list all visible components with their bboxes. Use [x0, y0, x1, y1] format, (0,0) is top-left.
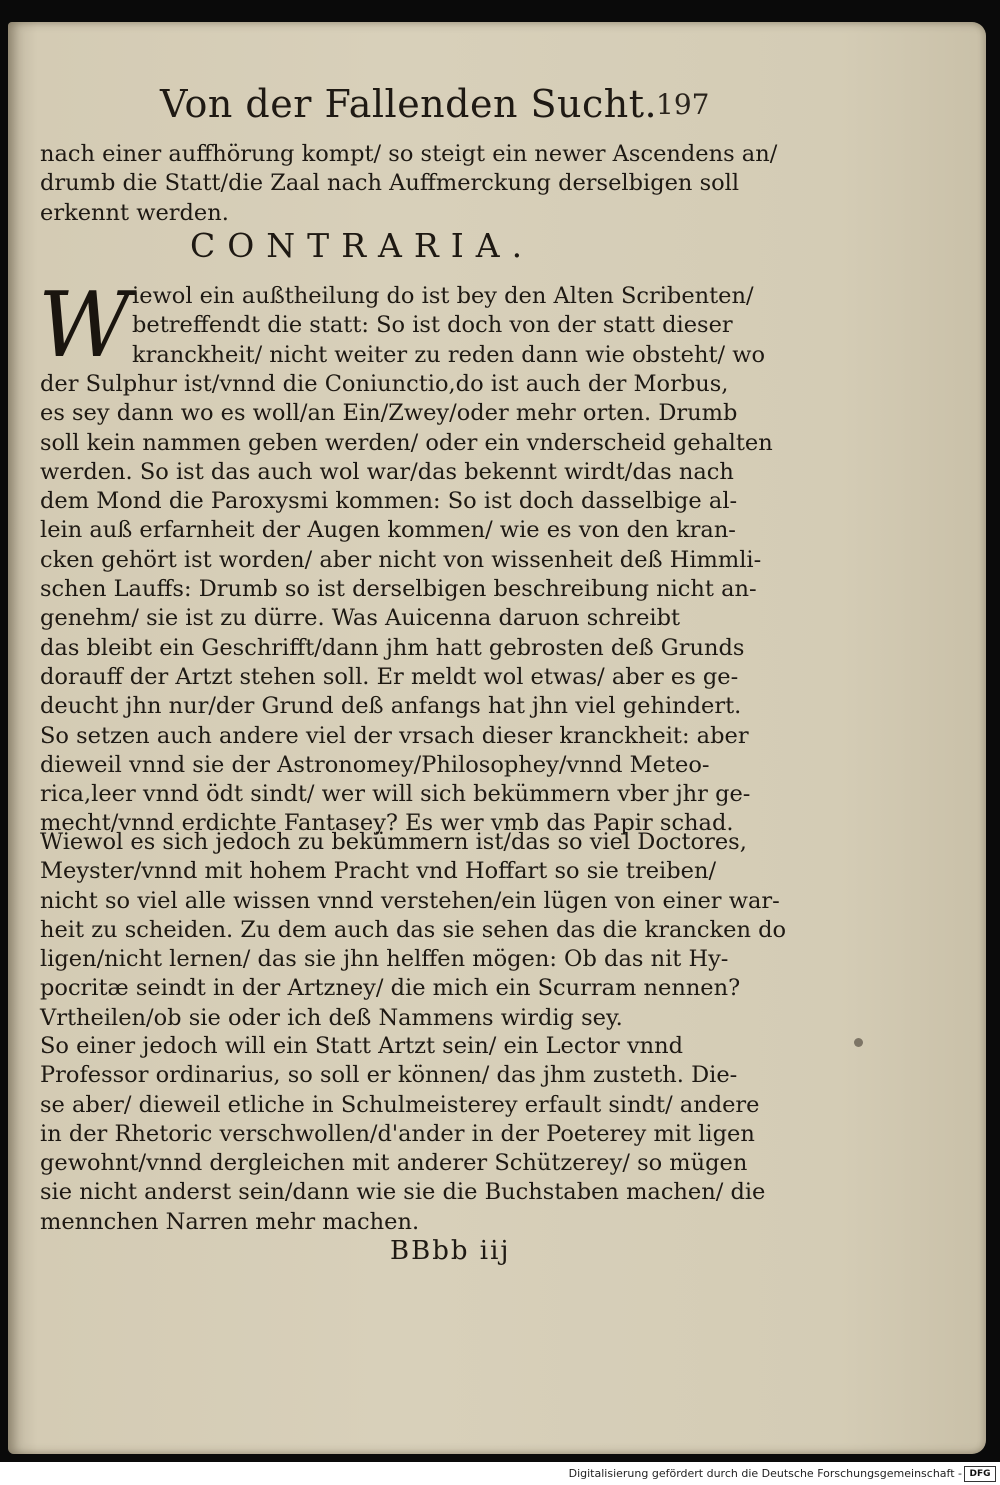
text-line: kranckheit/ nicht weiter zu reden dann wie obsteht/ wo [132, 341, 766, 368]
text-line: Wiewol es sich jedoch zu bekümmern ist/das so viel Doctores, [40, 829, 747, 855]
footer-credit: Digitalisierung gefördert durch die Deutsche Forschungsgemeinschaft - [568, 1467, 962, 1480]
text-line: in der Rhetoric verschwollen/d'ander in der Poeterey mit ligen [40, 1120, 755, 1147]
text-line: betreffendt die statt: So ist doch von der statt dieser [132, 312, 733, 339]
text-line: werden. So ist das auch wol war/das bekennt wirdt/das nach [40, 458, 734, 485]
text-line: cken gehört ist worden/ aber nicht von wissenheit deß Himmli- [40, 546, 762, 573]
text-line: se aber/ dieweil etliche in Schulmeisterey erfault sindt/ andere [40, 1091, 760, 1118]
text-line: dem Mond die Paroxysmi kommen: So ist doch dasselbige al- [40, 488, 738, 515]
text-line: ligen/nicht lernen/ das sie jhn helffen mögen: Ob das nit Hy- [40, 946, 729, 973]
text-line: der Sulphur ist/vnnd die Coniunctio,do ist auch der Morbus, [40, 371, 729, 397]
text-line: schen Lauffs: Drumb so ist derselbigen beschreibung nicht an- [40, 576, 757, 603]
text-line: soll kein nammen geben werden/ oder ein vnderscheid gehalten [40, 429, 773, 456]
text-line: drumb die Statt/die Zaal nach Auffmerckung derselbigen soll [40, 170, 740, 197]
text-line: Vrtheilen/ob sie oder ich deß Nammens wirdig sey. [40, 1004, 623, 1031]
drop-cap: W [38, 273, 131, 378]
paper-spot [854, 1038, 863, 1047]
section-heading: CONTRARIA. [190, 226, 535, 265]
paragraph-3 [40, 1032, 766, 1237]
text-line: es sey dann wo es woll/an Ein/Zwey/oder mehr orten. Drumb [40, 400, 738, 427]
opening-lines [40, 140, 778, 228]
text-line: genehm/ sie ist zu dürre. Was Auicenna daruon schreibt [40, 605, 681, 632]
page-number: 197 [656, 88, 710, 121]
text-line: nach einer auffhörung kompt/ so steigt ein newer Ascendens an/ [40, 141, 778, 167]
text-line: gewohnt/vnnd dergleichen mit anderer Schützerey/ so mügen [40, 1150, 748, 1177]
text-line: pocritæ seindt in der Artzney/ die mich ein Scurram nennen? [40, 975, 741, 1002]
text-line: mennchen Narren mehr machen. [40, 1208, 420, 1235]
text-line: Meyster/vnnd mit hohem Pracht vnd Hoffart so sie treiben/ [40, 858, 717, 885]
text-line: iewol ein außtheilung do ist bey den Alten Scribenten/ [132, 283, 754, 309]
paragraph-1 [40, 370, 773, 839]
text-line: heit zu scheiden. Zu dem auch das sie sehen das die krancken do [40, 916, 787, 943]
text-line: Professor ordinarius, so soll er können/ das jhm zusteth. Die- [40, 1062, 738, 1089]
text-line: dieweil vnnd sie der Astronomey/Philosophey/vnnd Meteo- [40, 751, 710, 778]
text-line: dorauff der Artzt stehen soll. Er meldt wol etwas/ aber es ge- [40, 663, 739, 690]
paragraph-2 [40, 828, 787, 1033]
text-line: rica,leer vnnd ödt sindt/ wer will sich bekümmern vber jhr ge- [40, 781, 751, 808]
text-line: mecht/vnnd erdichte Fantasey? Es wer vmb das Papir schad. [40, 810, 734, 837]
signature-mark: BBbb iij [390, 1236, 511, 1266]
dfg-logo: DFG [964, 1466, 996, 1482]
paragraph-1-indented [132, 282, 766, 370]
text-line: deucht jhn nur/der Grund deß anfangs hat jhn viel gehindert. [40, 693, 742, 720]
text-line: So einer jedoch will ein Statt Artzt sein/ ein Lector vnnd [40, 1033, 684, 1059]
text-line: lein auß erfarnheit der Augen kommen/ wie es von den kran- [40, 517, 736, 544]
text-line: So setzen auch andere viel der vrsach dieser kranckheit: aber [40, 722, 749, 749]
footer-bar [0, 1462, 1000, 1485]
text-line: erkennt werden. [40, 199, 229, 226]
text-line: das bleibt ein Geschrifft/dann jhm hatt gebrosten deß Grunds [40, 634, 745, 661]
text-line: nicht so viel alle wissen vnnd verstehen/ein lügen von einer war- [40, 887, 780, 914]
text-line: sie nicht anderst sein/dann wie sie die Buchstaben machen/ die [40, 1179, 766, 1206]
running-header: Von der Fallenden Sucht. [160, 82, 658, 126]
